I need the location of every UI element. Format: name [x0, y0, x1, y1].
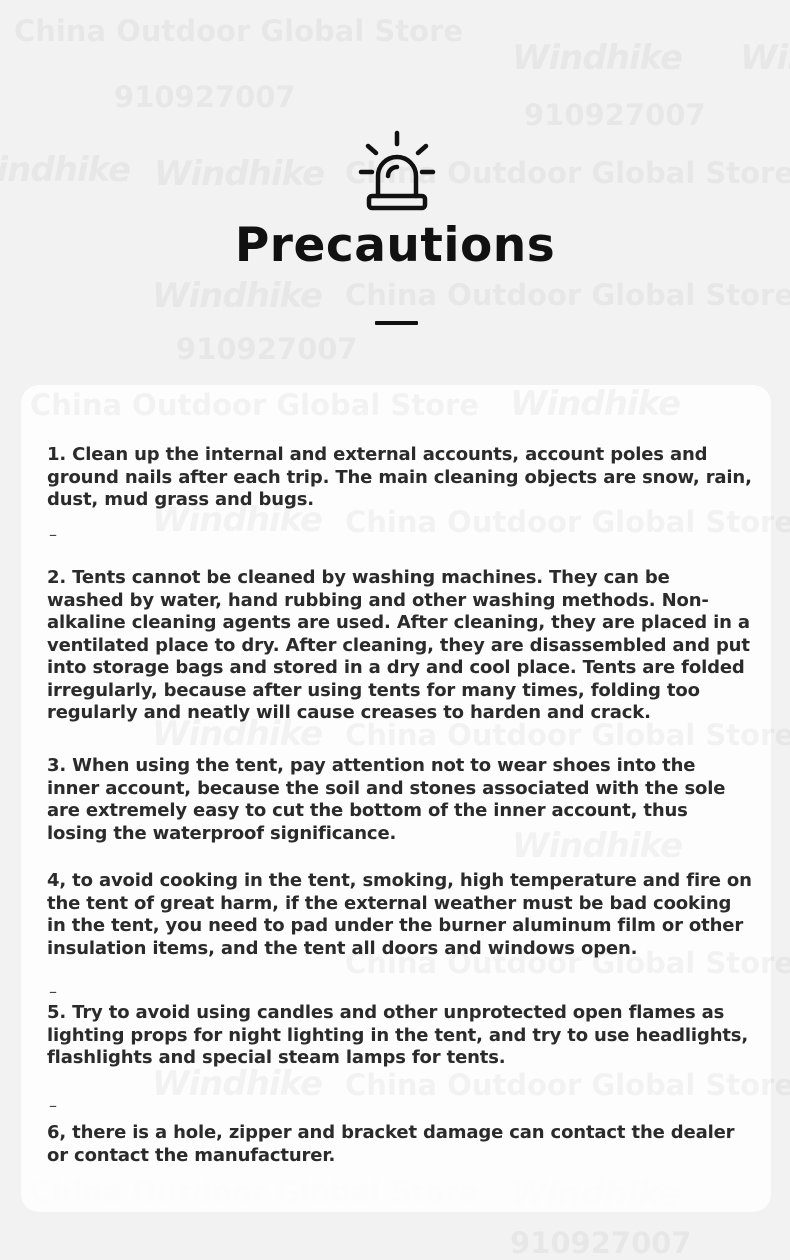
separator-dash: –: [49, 525, 57, 544]
watermark-brand-logo: [154, 154, 324, 194]
precaution-item-3: 3. When using the tent, pay attention not to wear shoes into the inner account, because the soil and stones associated with the sole are extremely easy to cut the bottom of the inner account, thus losing the waterproof significance.: [47, 755, 726, 844]
watermark-id-text: [114, 80, 296, 114]
watermark-id-text: [510, 1226, 692, 1260]
watermark-id-text: [176, 332, 358, 366]
watermark-store-text: [345, 278, 790, 312]
separator-dash: –: [49, 1096, 57, 1115]
siren-alarm-icon: [356, 128, 438, 212]
watermark-brand-logo: [740, 38, 790, 78]
precaution-item-6: 6, there is a hole, zipper and bracket damage can contact the dealer or contact the manufacturer.: [47, 1122, 735, 1166]
watermark-brand-logo: [0, 150, 130, 190]
precaution-item-5: 5. Try to avoid using candles and other unprotected open flames as lighting props for night lighting in the tent, and try to use headlights, flashlights and special steam lamps for tents.: [47, 1002, 749, 1068]
watermark-store-text: [14, 14, 463, 48]
page-title: Precautions: [234, 218, 556, 273]
separator-dash: –: [49, 982, 57, 1001]
watermark-id-text: [524, 98, 706, 132]
watermark-brand-logo: [512, 38, 682, 78]
title-underline: [375, 321, 418, 325]
precaution-item-2: 2. Tents cannot be cleaned by washing machines. They can be washed by water, hand rubbing and other washing methods. Non-alkaline cleaning agents are used. After cleaning, they are placed in a ventilated place to dry. After cleaning, they are disassembled and put into storage bags and stored in a dry and cool place. Tents are folded irregularly, because after using tents for many times, folding too regularly and neatly will cause creases to harden and crack.: [47, 567, 750, 723]
watermark-brand-logo: [152, 276, 322, 316]
precaution-item-4: 4, to avoid cooking in the tent, smoking, high temperature and fire on the tent of great harm, if the external weather must be bad cooking in the tent, you need to pad under the burner aluminum film or other insulation items, and the tent all doors and windows open.: [47, 870, 752, 959]
precaution-item-1: 1. Clean up the internal and external accounts, account poles and ground nails after each trip. The main cleaning objects are snow, rain, dust, mud grass and bugs.: [47, 444, 752, 510]
